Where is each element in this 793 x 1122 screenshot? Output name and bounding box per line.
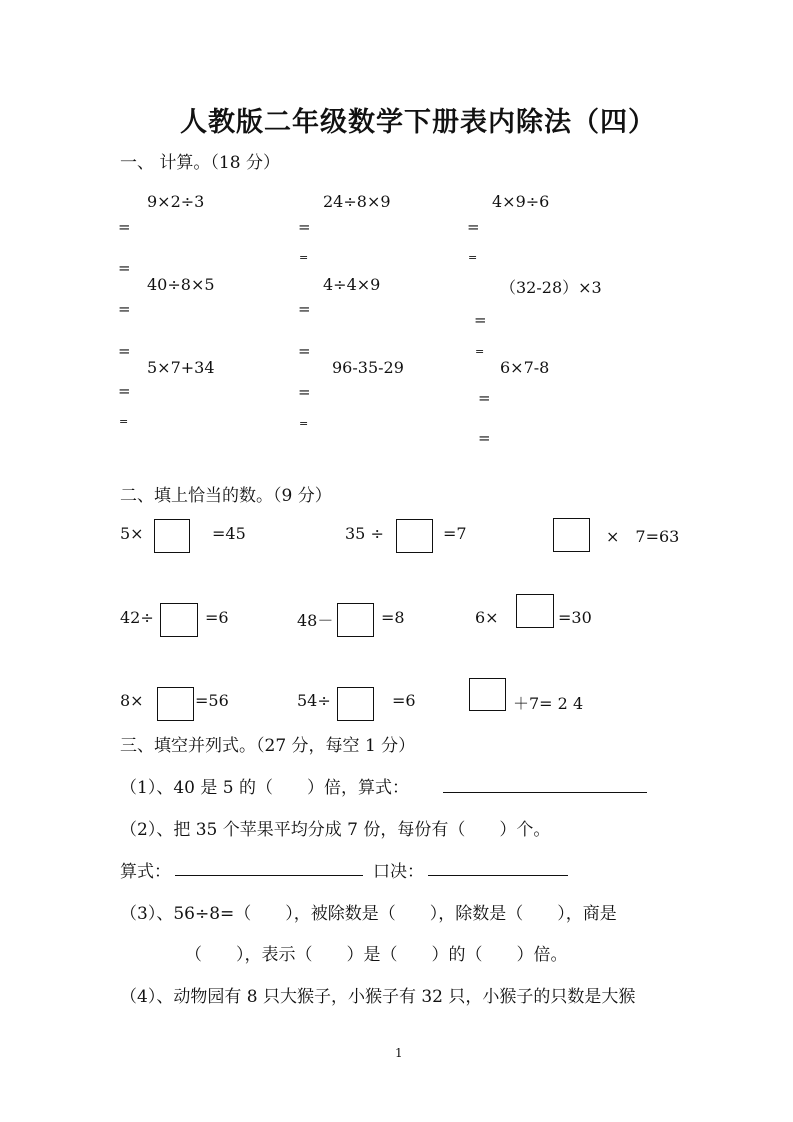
fill-prefix: 35 ÷ bbox=[345, 524, 384, 543]
equals-sign: = bbox=[118, 300, 131, 318]
question-3-line-1: （3）、56÷8=（ ），被除数是（ ），除数是（ ），商是 bbox=[120, 904, 617, 924]
fill-prefix: 5× bbox=[120, 524, 144, 543]
fill-prefix: 8× bbox=[120, 691, 144, 710]
question-2: （2）、把 35 个苹果平均分成 7 份，每份有（ ）个。 bbox=[120, 820, 551, 840]
answer-box[interactable] bbox=[396, 519, 433, 553]
question-3-line-2: （ ），表示（ ）是（ ）的（ ）倍。 bbox=[185, 945, 568, 965]
fill-prefix: 54÷ bbox=[297, 691, 331, 710]
calc-problem-6: （32-28）×3 bbox=[500, 278, 602, 297]
fill-suffix: × 7=63 bbox=[606, 527, 680, 546]
answer-box[interactable] bbox=[553, 518, 590, 552]
page-title: 人教版二年级数学下册表内除法（四） bbox=[180, 107, 656, 138]
equals-sign: = bbox=[299, 251, 309, 264]
equals-sign: = bbox=[119, 415, 129, 428]
answer-box[interactable] bbox=[157, 687, 194, 721]
equals-sign: = bbox=[118, 259, 131, 277]
page-number: 1 bbox=[395, 1046, 403, 1060]
section1-heading: 一、 计算。（18 分） bbox=[120, 153, 280, 173]
equals-sign: = bbox=[118, 342, 131, 360]
question-4: （4）、动物园有 8 只大猴子，小猴子有 32 只，小猴子的只数是大猴 bbox=[120, 987, 636, 1007]
equals-sign: = bbox=[298, 383, 311, 401]
fill-prefix: 42÷ bbox=[120, 608, 154, 627]
answer-box[interactable] bbox=[337, 687, 374, 721]
fill-prefix: 48－ bbox=[297, 611, 334, 630]
section2-heading: 二、填上恰当的数。（9 分） bbox=[120, 486, 332, 506]
calc-problem-4: 40÷8×5 bbox=[147, 275, 215, 294]
answer-box[interactable] bbox=[337, 603, 374, 637]
formula-label: 算式： bbox=[120, 862, 171, 882]
calc-problem-8: 96-35-29 bbox=[332, 358, 404, 377]
equals-sign: = bbox=[474, 311, 487, 329]
fill-suffix: =45 bbox=[212, 524, 246, 543]
calc-problem-7: 5×7+34 bbox=[147, 358, 215, 377]
rhyme-answer-line[interactable] bbox=[428, 875, 568, 876]
answer-box[interactable] bbox=[154, 519, 190, 553]
equals-sign: = bbox=[118, 382, 131, 400]
answer-line[interactable] bbox=[443, 792, 647, 793]
section3-heading: 三、填空并列式。（27 分，每空 1 分） bbox=[120, 736, 416, 756]
fill-suffix: =6 bbox=[392, 691, 416, 710]
fill-suffix: =7 bbox=[443, 524, 467, 543]
fill-suffix: =8 bbox=[381, 608, 405, 627]
equals-sign: = bbox=[468, 251, 478, 264]
answer-box[interactable] bbox=[516, 594, 554, 628]
equals-sign: = bbox=[298, 342, 311, 360]
calc-problem-3: 4×9÷6 bbox=[492, 192, 550, 211]
fill-prefix: 6× bbox=[475, 608, 499, 627]
calc-problem-5: 4÷4×9 bbox=[323, 275, 381, 294]
rhyme-label: 口决： bbox=[373, 862, 424, 882]
equals-sign: = bbox=[475, 345, 485, 358]
fill-suffix: =6 bbox=[205, 608, 229, 627]
equals-sign: = bbox=[478, 429, 491, 447]
equals-sign: = bbox=[467, 218, 480, 236]
calc-problem-1: 9×2÷3 bbox=[147, 192, 205, 211]
formula-answer-line[interactable] bbox=[175, 875, 363, 876]
equals-sign: = bbox=[478, 389, 491, 407]
answer-box[interactable] bbox=[469, 678, 506, 711]
fill-suffix: =30 bbox=[558, 608, 592, 627]
calc-problem-2: 24÷8×9 bbox=[323, 192, 391, 211]
equals-sign: = bbox=[299, 417, 309, 430]
question-1: （1）、40 是 5 的（ ）倍，算式： bbox=[120, 778, 409, 798]
fill-suffix: ＋7= 2 4 bbox=[513, 694, 584, 713]
answer-box[interactable] bbox=[160, 603, 198, 637]
equals-sign: = bbox=[298, 300, 311, 318]
equals-sign: = bbox=[118, 218, 131, 236]
fill-suffix: =56 bbox=[195, 691, 229, 710]
equals-sign: = bbox=[298, 218, 311, 236]
calc-problem-9: 6×7-8 bbox=[500, 358, 550, 377]
